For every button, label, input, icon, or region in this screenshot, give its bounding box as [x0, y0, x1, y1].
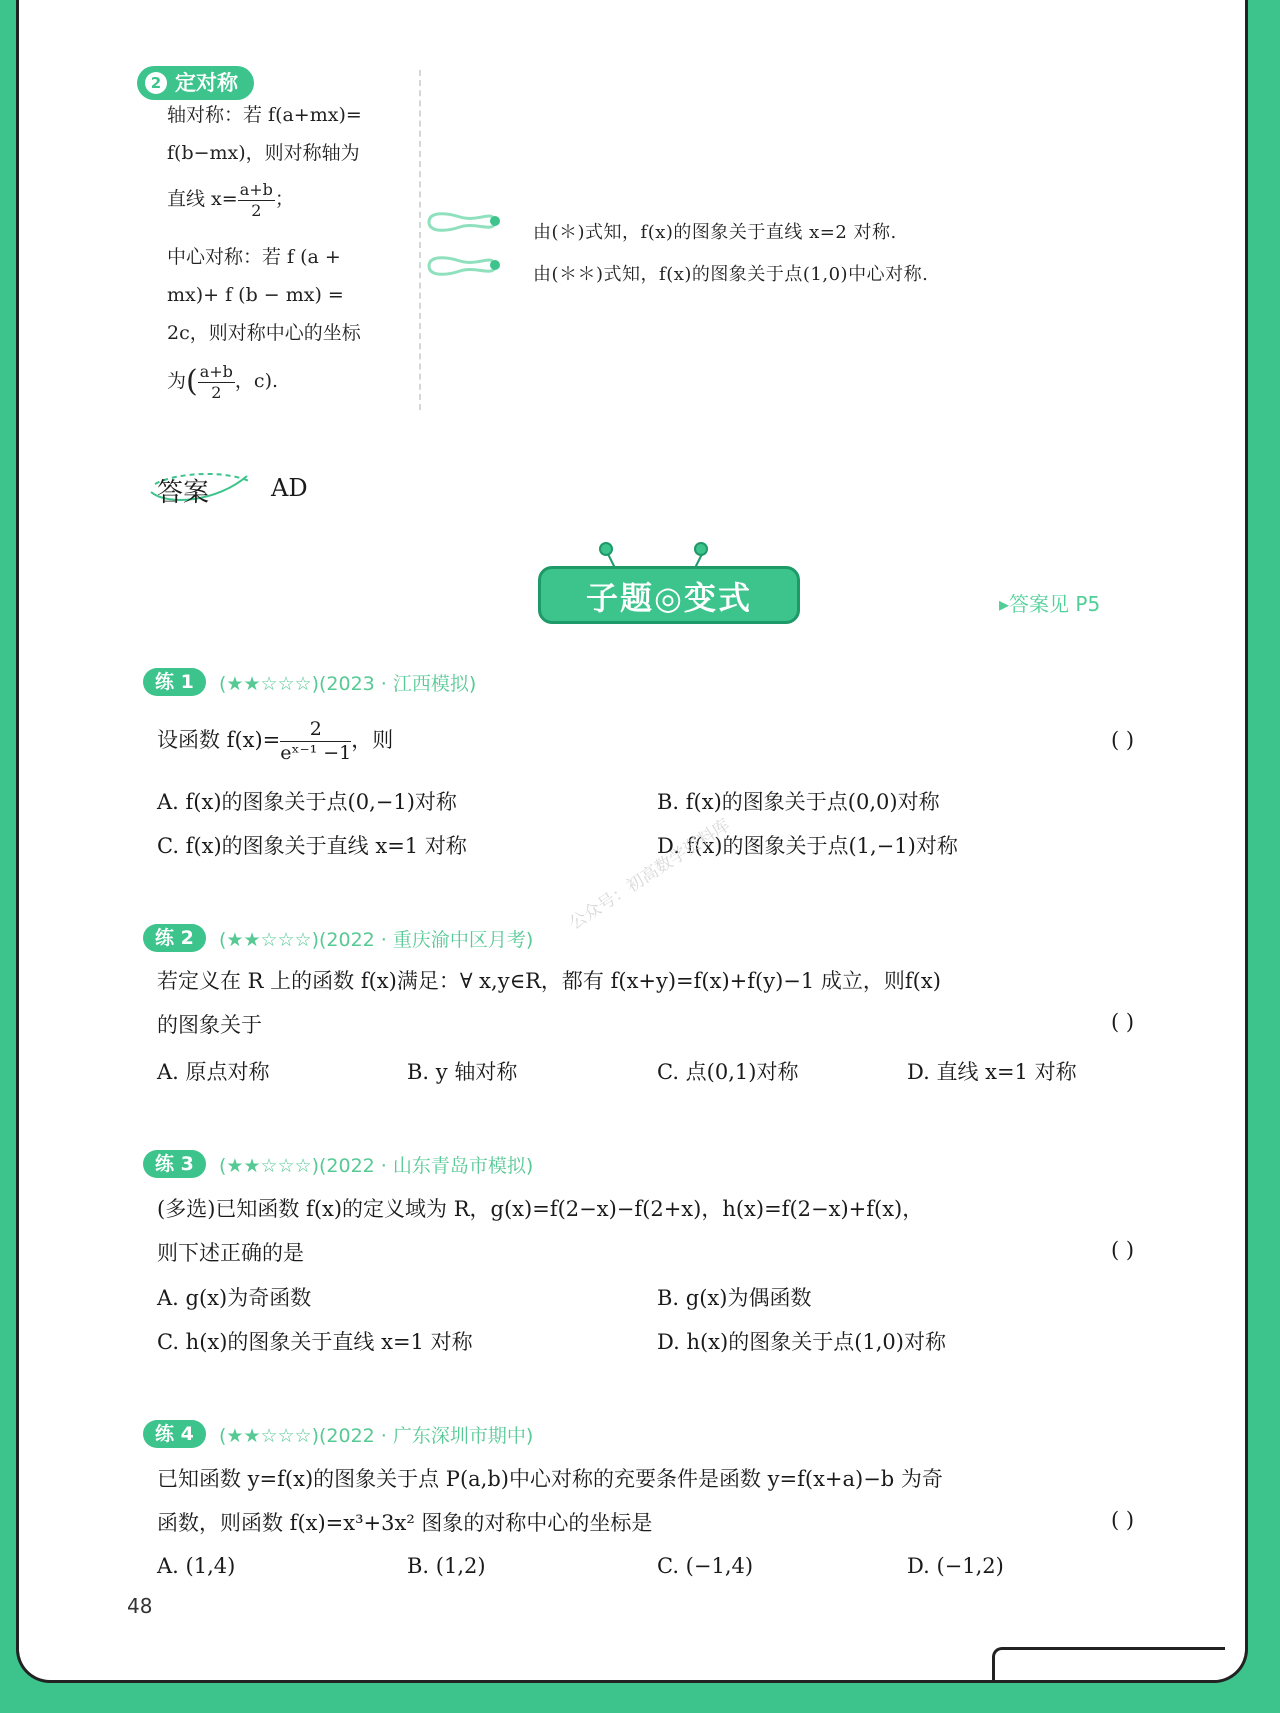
exercise-badge: 练 4 [143, 1420, 206, 1448]
option-a: A. g(x)为奇函数 [157, 1286, 312, 1310]
exercise-meta: (★★☆☆☆)(2022 · 广东深圳市期中) [219, 1425, 534, 1447]
option-b: B. y 轴对称 [407, 1060, 518, 1084]
fraction [198, 361, 235, 402]
option-c: C. (−1,4) [657, 1554, 754, 1578]
option-d: D. 直线 x=1 对称 [907, 1060, 1077, 1084]
exercise-badge: 练 2 [143, 924, 206, 952]
exercise-badge: 练 3 [143, 1150, 206, 1178]
note-line: 2c，则对称中心的坐标 [167, 322, 361, 344]
note-line: mx)+ f (b − mx) = [167, 284, 344, 306]
page-tab [992, 1647, 1225, 1680]
exercise-stem: 已知函数 y=f(x)的图象关于点 P(a,b)中心对称的充要条件是函数 y=f(x+a)−b 为奇 [157, 1467, 943, 1491]
frac-num: a+b [199, 361, 233, 381]
option-a: A. (1,4) [157, 1554, 236, 1578]
note-line-axis [167, 180, 407, 219]
note-line: 轴对称：若 f(a+mx)= [167, 104, 362, 126]
page-number: 48 [127, 1594, 153, 1618]
watermark: 公众号：初高数学资料库 [565, 815, 734, 934]
exercise-stem: (多选)已知函数 f(x)的定义域为 R，g(x)=f(2−x)−f(2+x)，h(x)=f(2−x)+f(x)， [157, 1197, 924, 1221]
answer-label: 答案 [157, 478, 210, 508]
note-text: 为 [167, 370, 187, 392]
option-d: D. (−1,2) [907, 1554, 1004, 1578]
fraction [280, 720, 351, 763]
connector-icon [415, 208, 505, 236]
note-text: ； [274, 188, 294, 210]
divider [419, 70, 423, 410]
stem-text: 设函数 f(x)= [157, 728, 281, 752]
option-c: C. h(x)的图象关于直线 x=1 对称 [157, 1330, 473, 1354]
sub-problem-header: 子题◎变式 [538, 566, 800, 624]
exercise-meta: (★★☆☆☆)(2022 · 山东青岛市模拟) [219, 1155, 534, 1177]
paren-open: ( [186, 364, 198, 399]
exercise-stem [157, 720, 1187, 763]
answer-blank: ( ) [1111, 1508, 1135, 1532]
option-a: A. 原点对称 [157, 1060, 270, 1084]
option-c: C. f(x)的图象关于直线 x=1 对称 [157, 834, 467, 858]
option-d: D. f(x)的图象关于点(1,−1)对称 [657, 834, 958, 858]
frac-num: 2 [280, 720, 351, 742]
option-b: B. g(x)为偶函数 [657, 1286, 812, 1310]
badge-title: 定对称 [175, 71, 238, 95]
note-text: 直线 x= [167, 188, 238, 210]
frac-den: eˣ⁻¹ −1 [280, 742, 352, 764]
badge-number: 2 [145, 72, 167, 94]
deduction-1: 由(＊)式知，f(x)的图象关于直线 x=2 对称. [533, 222, 897, 243]
answer-blank: ( ) [1111, 728, 1135, 752]
exercise-stem: 则下述正确的是 [157, 1241, 304, 1265]
exercise-badge: 练 1 [143, 668, 206, 696]
answer-value: AD [271, 474, 308, 502]
exercise-stem: 的图象关于 [157, 1013, 262, 1037]
option-b: B. (1,2) [407, 1554, 486, 1578]
answer-reference: ▸答案见 P5 [999, 592, 1101, 616]
option-b: B. f(x)的图象关于点(0,0)对称 [657, 790, 940, 814]
exercise-meta: (★★☆☆☆)(2022 · 重庆渝中区月考) [219, 929, 534, 951]
note-line: 中心对称：若 f (a + [167, 246, 341, 268]
option-a: A. f(x)的图象关于点(0,−1)对称 [157, 790, 457, 814]
frac-den: 2 [251, 200, 262, 220]
note-text: ，c). [234, 370, 279, 392]
option-c: C. 点(0,1)对称 [657, 1060, 799, 1084]
section-badge [137, 66, 254, 100]
stem-text: ，则 [351, 728, 394, 752]
exercise-meta: (★★☆☆☆)(2023 · 江西模拟) [219, 673, 477, 695]
option-d: D. h(x)的图象关于点(1,0)对称 [657, 1330, 946, 1354]
exercise-stem: 函数，则函数 f(x)=x³+3x² 图象的对称中心的坐标是 [157, 1511, 653, 1535]
note-line: f(b−mx)，则对称轴为 [167, 142, 360, 164]
page [16, 0, 1248, 1683]
answer-blank: ( ) [1111, 1238, 1135, 1262]
exercise-stem: 若定义在 R 上的函数 f(x)满足：∀ x,y∈R，都有 f(x+y)=f(x)+f(y)−1 成立，则f(x) [157, 969, 941, 993]
connector-icon [415, 252, 505, 280]
note-line-center [167, 362, 407, 401]
fraction [238, 179, 275, 220]
frac-num: a+b [239, 179, 273, 199]
answer-blank: ( ) [1111, 1010, 1135, 1034]
frac-den: 2 [211, 382, 222, 402]
deduction-2: 由(＊＊)式知，f(x)的图象关于点(1,0)中心对称. [533, 264, 929, 285]
